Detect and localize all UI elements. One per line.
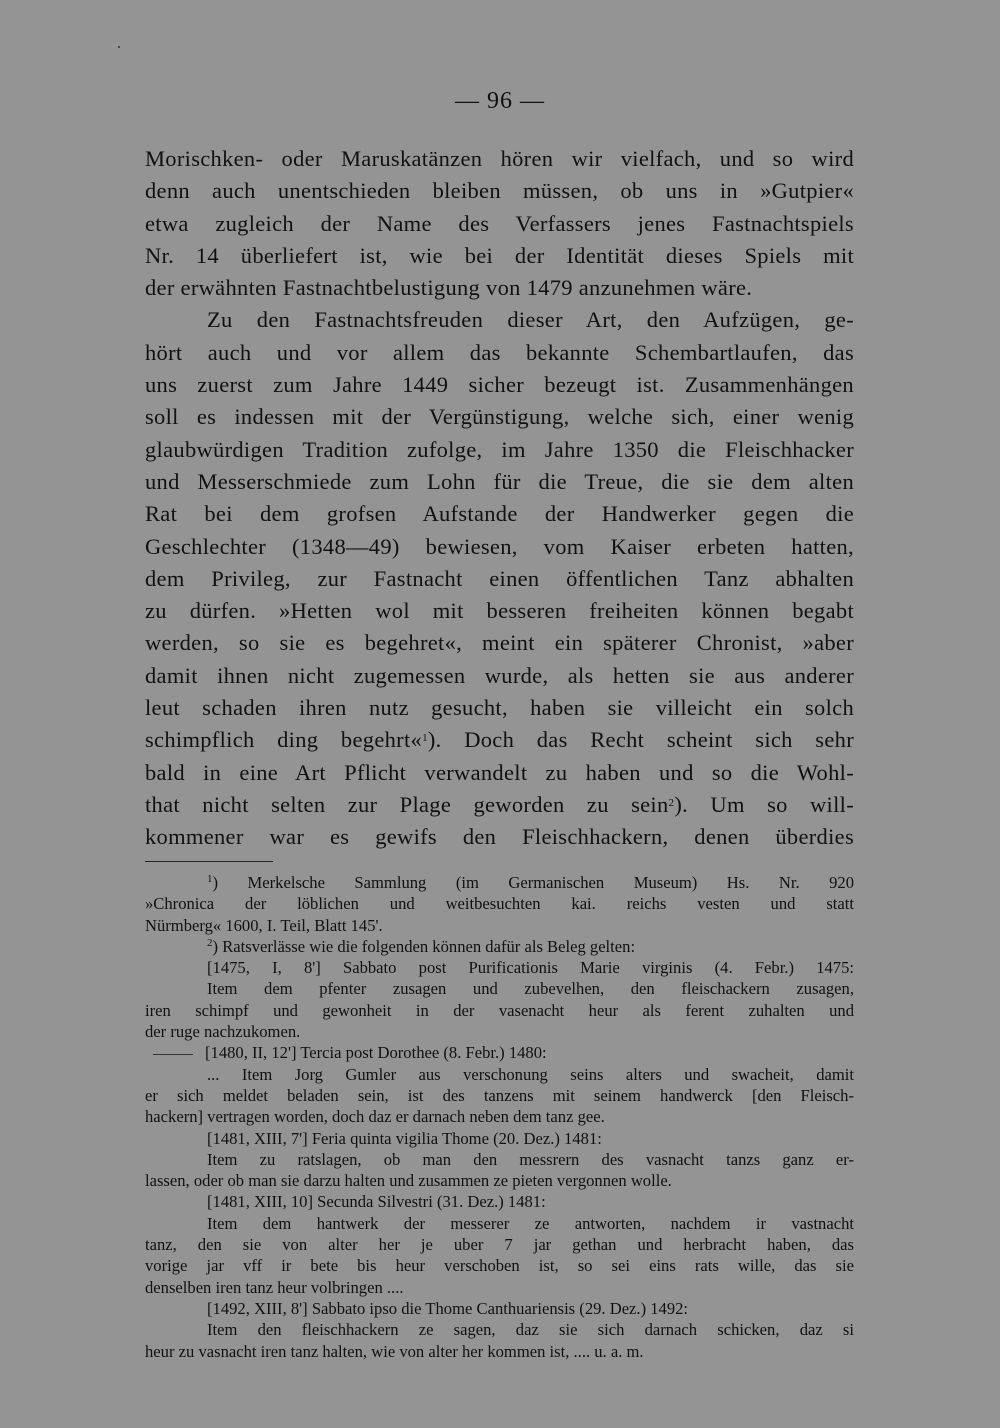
text-segment: that nicht selten zur Plage geworden zu sein xyxy=(145,791,669,817)
text-line: Nr. 14 überliefert ist, wie bei der Identität dieses Spiels mit xyxy=(145,242,854,268)
text-segment: schimpflich ding begehrt« xyxy=(145,727,423,753)
footnote-text: Ratsverlässe wie die folgenden können dafür als Beleg gelten: xyxy=(222,936,636,956)
footnote-line: lassen, oder ob man sie darzu halten und zusammen ze pieten vergonnen wolle. xyxy=(145,1171,672,1191)
footnote-line: hackern] vertragen worden, doch daz er darnach neben dem tanz gee. xyxy=(145,1107,605,1127)
text-line: der erwähnten Fastnachtbelustigung von 1479 anzunehmen wäre. xyxy=(145,275,753,301)
footnote-line: denselben iren tanz heur volbringen .... xyxy=(145,1277,404,1297)
footnote-line xyxy=(145,1042,854,1063)
text-line: leut schaden ihren nutz gesucht, haben sie villeicht ein solch xyxy=(145,695,854,721)
text-segment: ). Doch das Recht scheint sich sehr xyxy=(427,727,854,753)
margin-mark xyxy=(153,1054,193,1055)
footnote-line: vorige jar vff ir bete bis heur verschoben ist, so sei eins rats wille, das sie xyxy=(145,1256,854,1276)
text-line: uns zuerst zum Jahre 1449 sicher bezeugt ist. Zusammenhängen xyxy=(145,372,854,398)
text-line: glaubwürdigen Tradition zufolge, im Jahre 1350 die Fleischhacker xyxy=(145,436,854,462)
main-text xyxy=(145,143,854,854)
footnote-line: heur zu vasnacht iren tanz halten, wie von alter her kommen ist, .... u. a. m. xyxy=(145,1341,644,1361)
page-number: — 96 — xyxy=(455,88,545,114)
footnote-marker: 2 xyxy=(207,936,213,949)
text-line: bald in eine Art Pflicht verwandelt zu haben und so die Wohl- xyxy=(145,759,854,785)
text-line: werden, so sie es begehret«, meint ein späterer Chronist, »aber xyxy=(145,630,854,656)
footnote-ref: 1 xyxy=(422,732,428,745)
footnote-line: Item den fleischhackern ze sagen, daz sie sich darnach schicken, daz si xyxy=(207,1320,854,1340)
text-line: Rat bei dem grofsen Aufstande der Handwerker gegen die xyxy=(145,501,854,527)
footnote-line: ... Item Jorg Gumler aus verschonung seins alters und swacheit, damit xyxy=(207,1064,854,1084)
footnote-line: iren schimpf und gewonheit in der vasenacht heur als ferent zuhalten und xyxy=(145,1000,854,1020)
text-line: denn auch unentschieden bleiben müssen, ob uns in »Gutpier« xyxy=(145,178,854,204)
footnote-line: Nürmberg« 1600, I. Teil, Blatt 145'. xyxy=(145,915,383,935)
text-line: zu dürfen. »Hetten wol mit besseren freiheiten können begabt xyxy=(145,598,854,624)
footnote-line: [1481, XIII, 7'] Feria quinta vigilia Thome (20. Dez.) 1481: xyxy=(207,1128,602,1148)
text-line: Geschlechter (1348—49) bewiesen, vom Kaiser erbeten hatten, xyxy=(145,533,854,559)
scan-speck xyxy=(118,46,120,48)
footnote-text: Merkelsche Sammlung (im Germanischen Museum) Hs. Nr. 920 xyxy=(247,873,854,892)
footnote-line: [1492, XIII, 8'] Sabbato ipso die Thome Canthuariensis (29. Dez.) 1492: xyxy=(207,1298,689,1318)
text-line: Zu den Fastnachtsfreuden dieser Art, den Aufzügen, ge- xyxy=(207,307,854,333)
footnote-line: tanz, den sie von alter her je uber 7 jar gethan und herbracht haben, das xyxy=(145,1235,854,1255)
footnote-ref: 2 xyxy=(668,796,675,809)
text-line: Morischken- oder Maruskatänzen hören wir vielfach, und so wird xyxy=(145,146,854,171)
footnote-line: »Chronica der löblichen und weitbesuchten kai. reichs vesten und statt xyxy=(145,894,854,914)
footnote-line: Item dem hantwerk der messerer ze antworten, nachdem ir vastnacht xyxy=(207,1213,854,1233)
footnote-line: $^2$) Ratsverlässe wie die folgenden können dafür als Beleg gelten: xyxy=(207,936,636,956)
text-line xyxy=(145,789,854,821)
footnote-marker: 1 xyxy=(207,873,213,885)
text-line: dem Privileg, zur Fastnacht einen öffentlichen Tanz abhalten xyxy=(145,565,854,591)
footnote-line: $^1$) Merkelsche Sammlung (im Germanischen Museum) Hs. Nr. 920 xyxy=(207,873,854,892)
footnotes xyxy=(145,872,854,1362)
footnote-line: [1475, I, 8'] Sabbato post Purificationis Marie virginis (4. Febr.) 1475: xyxy=(207,958,854,978)
text-line: etwa zugleich der Name des Verfassers jenes Fastnachtspiels xyxy=(145,210,854,236)
footnote-text: [1480, II, 12'] Tercia post Dorothee (8. Febr.) 1480: xyxy=(205,1043,547,1063)
footnote-divider xyxy=(145,861,273,862)
text-line: damit ihnen nicht zugemessen wurde, als hetten sie aus anderer xyxy=(145,662,854,688)
footnote-line: Item dem pfenter zusagen und zubevelhen, den fleischackern zusagen, xyxy=(207,979,854,999)
text-line xyxy=(145,724,854,756)
footnote-line: der ruge nachzukomen. xyxy=(145,1022,301,1042)
text-line: kommener war es gewifs den Fleischhackern, denen überdies xyxy=(145,824,854,850)
text-segment: ). Um so will- xyxy=(674,791,854,817)
text-line: soll es indessen mit der Vergünstigung, welche sich, einer wenig xyxy=(145,404,854,430)
footnote-line: er sich meldet beladen sein, ist des tanzens mit seinem handwerck [den Fleisch- xyxy=(145,1085,854,1105)
footnote-line: Item zu ratslagen, ob man den messrern des vasnacht tanzs ganz er- xyxy=(207,1149,854,1169)
text-line: und Messerschmiede zum Lohn für die Treue, die sie dem alten xyxy=(145,468,854,494)
footnote-line: [1481, XIII, 10] Secunda Silvestri (31. Dez.) 1481: xyxy=(207,1192,546,1212)
text-line: hört auch und vor allem das bekannte Schembartlaufen, das xyxy=(145,339,854,365)
